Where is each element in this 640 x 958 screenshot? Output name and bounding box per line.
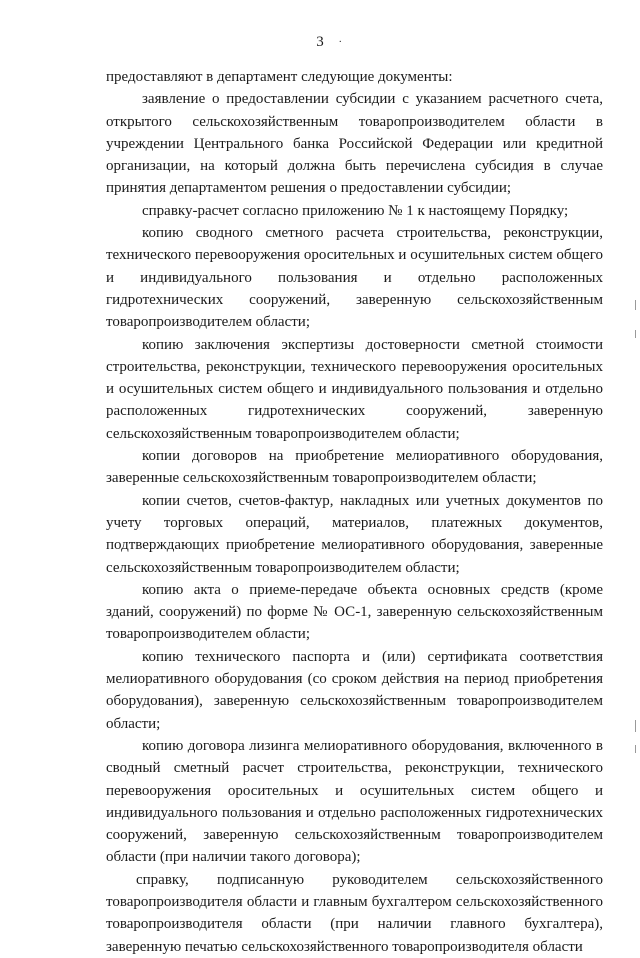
list-item-certificate: справку, подписанную руководителем сельскохозяйственного товаропроизводителя области и главным бухгалтером сельскохозяйственного товаропроизводителя области (при наличии главного бухгалтера), заверенную печатью сельскохозяйственного товаропроизводителя области (106, 871, 603, 955)
list-item-application: заявление о предоставлении субсидии с указанием расчетного счета, открытого сельскохозяйственным товаропроизводителем области в учреждении Центрального банка Российской Федерации или кредитной организации, на который должна быть перечислена субсидия в случае принятия департаментом решения о предоставлении субсидии; (106, 91, 603, 197)
list-item-act-copy: копию акта о приеме-передаче объекта основных средств (кроме зданий, сооружений) по форме № ОС-1, заверенную сельскохозяйственным товаропроизводителем области; (106, 581, 603, 643)
list-item-invoices-copy: копии счетов, счетов-фактур, накладных или учетных документов по учету торговых операций, материалов, платежных документов, подтверждающих приобретение мелиоративного оборудования, заверенные сельскохозяйственным товаропроизводителем области; (106, 492, 603, 576)
list-item-passport-copy: копию технического паспорта и (или) сертификата соответствия мелиоративного оборудования (со сроком действия на период приобретения оборудования), заверенную сельскохозяйственным товаропроизводителем области; (106, 648, 603, 732)
scan-edge-mark (635, 300, 636, 310)
list-item-contracts-copy: копии договоров на приобретение мелиоративного оборудования, заверенные сельскохозяйственным товаропроизводителем области; (106, 448, 603, 487)
scan-edge-mark (635, 720, 636, 732)
scan-mark: . (339, 34, 342, 45)
intro-paragraph: предоставляют в департамент следующие документы: (106, 69, 453, 85)
list-item-calculation: справку-расчет согласно приложению № 1 к настоящему Порядку; (142, 202, 569, 219)
document-body (106, 66, 603, 958)
list-item-estimate-copy: копию сводного сметного расчета строительства, реконструкции, технического перевооружения оросительных и осушительных систем общего и индивидуального пользования и отдельно расположенных гидротехнических сооружений, заверенную сельскохозяйственным товаропроизводителем области; (106, 225, 603, 331)
page-number: 3 (316, 34, 324, 50)
list-item-leasing-copy: копию договора лизинга мелиоративного оборудования, включенного в сводный сметный расчет строительства, реконструкции, технического перевооружения оросительных и осушительных систем общего и индивидуального пользования и отдельно расположенных гидротехнических сооружений, заверенную сельскохозяйственным товаропроизводителем области (при наличии такого договора); (106, 737, 603, 866)
scan-edge-mark (635, 330, 636, 338)
list-item-expertise-copy: копию заключения экспертизы достоверности сметной стоимости строительства, реконструкции, технического перевооружения оросительных и осушительных систем общего и индивидуального пользования и отдельно расположенных гидротехнических сооружений, заверенную сельскохозяйственным товаропроизводителем области; (106, 336, 603, 442)
scan-edge-mark (635, 745, 636, 753)
